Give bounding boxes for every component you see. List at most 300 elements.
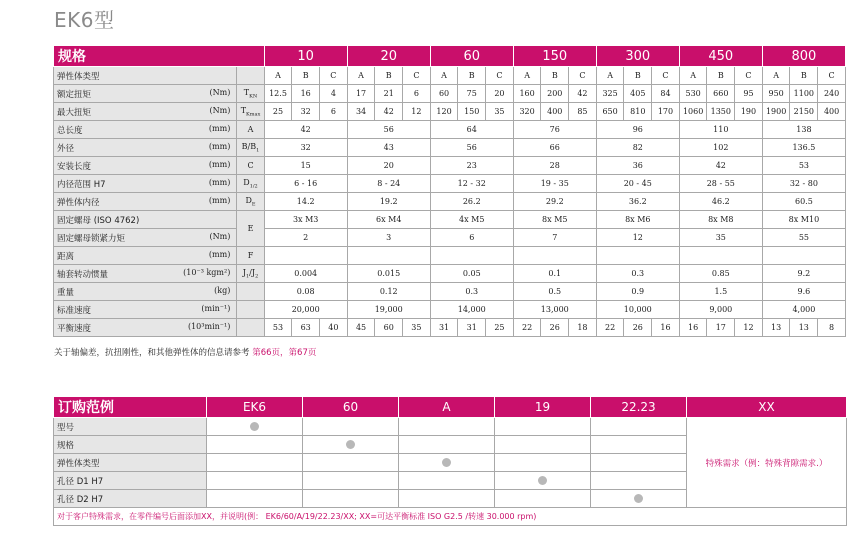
row-label-text: 总长度 xyxy=(57,125,83,136)
row-label-text: 轴套转动惯量 xyxy=(57,269,109,280)
spec-cell: 23 xyxy=(430,157,513,175)
spec-cell: 810 xyxy=(624,103,652,121)
spec-row-label xyxy=(54,121,237,139)
row-label-text: 弹性体内径 xyxy=(57,197,100,208)
spec-row xyxy=(54,265,846,283)
spec-cell: 13 xyxy=(790,319,818,337)
order-column-header: A xyxy=(399,397,495,418)
spec-row-label xyxy=(54,211,237,229)
spec-cell: 0.004 xyxy=(264,265,347,283)
spec-cell: A xyxy=(264,67,292,85)
order-cell xyxy=(303,472,399,490)
row-label-text: 平衡速度 xyxy=(57,323,92,334)
row-symbol xyxy=(237,283,264,301)
spec-cell: 1900 xyxy=(762,103,790,121)
spec-cell: 190 xyxy=(735,103,763,121)
row-symbol xyxy=(237,157,264,175)
spec-cell: 40 xyxy=(320,319,348,337)
spec-cell: 405 xyxy=(624,85,652,103)
row-unit: (min⁻¹) xyxy=(201,304,231,313)
row-unit: (mm) xyxy=(208,124,231,133)
spec-cell: 110 xyxy=(679,121,762,139)
selection-dot-icon xyxy=(250,422,259,431)
spec-cell: 19,000 xyxy=(347,301,430,319)
row-symbol xyxy=(237,319,264,337)
spec-cell: 530 xyxy=(679,85,707,103)
spec-cell: 32 xyxy=(264,139,347,157)
order-cell xyxy=(591,472,687,490)
symbol-text: E xyxy=(247,224,254,233)
symbol-subscript: 1 xyxy=(256,147,260,154)
order-cell xyxy=(303,436,399,454)
spec-cell: 63 xyxy=(292,319,320,337)
spec-cell: 35 xyxy=(679,229,762,247)
spec-cell: 96 xyxy=(596,121,679,139)
special-request-note: 特殊需求（例：特殊背隙需求.） xyxy=(687,418,847,508)
spec-cell: A xyxy=(679,67,707,85)
row-label-text: 弹性体类型 xyxy=(57,71,100,82)
spec-cell: 95 xyxy=(735,85,763,103)
order-cell xyxy=(399,436,495,454)
row-label-text: 最大扭矩 xyxy=(57,107,92,118)
spec-cell: C xyxy=(735,67,763,85)
row-unit: (10³min⁻¹) xyxy=(187,322,231,331)
spec-cell: A xyxy=(762,67,790,85)
selection-dot-icon xyxy=(442,458,451,467)
spec-cell: 28 xyxy=(513,157,596,175)
order-cell xyxy=(591,436,687,454)
spec-cell: 4,000 xyxy=(762,301,845,319)
spec-row xyxy=(54,85,846,103)
spec-cell: 26 xyxy=(541,319,569,337)
order-cell xyxy=(399,490,495,508)
spec-cell: 1350 xyxy=(707,103,735,121)
spec-cell: 12 xyxy=(403,103,431,121)
order-example-table xyxy=(53,396,847,526)
order-cell xyxy=(495,418,591,436)
order-column-header: 22.23 xyxy=(591,397,687,418)
spec-row-label xyxy=(54,85,237,103)
spec-cell: 75 xyxy=(458,85,486,103)
row-label-text: 安装长度 xyxy=(57,161,92,172)
spec-cell: 9.2 xyxy=(762,265,845,283)
spec-cell: 8x M5 xyxy=(513,211,596,229)
spec-cell: 240 xyxy=(818,85,846,103)
spec-cell: 20 - 45 xyxy=(596,175,679,193)
spec-cell: A xyxy=(513,67,541,85)
row-label-text: 额定扭矩 xyxy=(57,89,92,100)
spec-cell: B xyxy=(292,67,320,85)
spec-cell: A xyxy=(430,67,458,85)
note-page-link[interactable]: 第66页，第67页 xyxy=(252,348,317,358)
spec-cell: 15 xyxy=(264,157,347,175)
spec-row xyxy=(54,103,846,121)
spec-cell: 19 - 35 xyxy=(513,175,596,193)
spec-row-label xyxy=(54,301,237,319)
spec-cell: 85 xyxy=(569,103,597,121)
spec-cell: 150 xyxy=(458,103,486,121)
spec-cell: C xyxy=(320,67,348,85)
row-label-text: 重量 xyxy=(57,287,75,298)
spec-cell: 16 xyxy=(679,319,707,337)
spec-cell: C xyxy=(818,67,846,85)
order-cell xyxy=(207,472,303,490)
spec-cell: C xyxy=(486,67,514,85)
spec-cell: 35 xyxy=(486,103,514,121)
spec-cell: 42 xyxy=(264,121,347,139)
order-column-header: 19 xyxy=(495,397,591,418)
spec-cell: 6x M4 xyxy=(347,211,430,229)
spec-row xyxy=(54,121,846,139)
symbol-subscript: 1 xyxy=(245,273,250,280)
spec-cell: 36.2 xyxy=(596,193,679,211)
row-unit: (mm) xyxy=(208,250,231,259)
spec-cell: 26 xyxy=(624,319,652,337)
spec-cell: B xyxy=(541,67,569,85)
spec-cell: 0.9 xyxy=(596,283,679,301)
order-column-header: 60 xyxy=(303,397,399,418)
spec-cell: 320 xyxy=(513,103,541,121)
spec-row-label xyxy=(54,319,237,337)
spec-cell: 13 xyxy=(762,319,790,337)
order-cell xyxy=(591,454,687,472)
spec-cell: 45 xyxy=(347,319,375,337)
spec-row xyxy=(54,139,846,157)
spec-cell: 64 xyxy=(430,121,513,139)
spec-cell: B xyxy=(458,67,486,85)
row-symbol xyxy=(237,175,264,193)
spec-cell: 60 xyxy=(375,319,403,337)
spec-cell: 31 xyxy=(430,319,458,337)
spec-cell: 650 xyxy=(596,103,624,121)
spec-cell xyxy=(596,247,679,265)
spec-cell: 400 xyxy=(818,103,846,121)
spec-cell: C xyxy=(403,67,431,85)
spec-cell: C xyxy=(652,67,680,85)
spec-cell xyxy=(762,247,845,265)
spec-cell: 8x M8 xyxy=(679,211,762,229)
order-cell xyxy=(495,472,591,490)
size-header: 150 xyxy=(513,46,596,67)
spec-row-label xyxy=(54,175,237,193)
symbol-text: B/B xyxy=(241,141,257,151)
spec-cell: 6 xyxy=(320,103,348,121)
spec-cell: 12 xyxy=(735,319,763,337)
spec-cell: 1100 xyxy=(790,85,818,103)
spec-cell: 17 xyxy=(347,85,375,103)
spec-cell: 26.2 xyxy=(430,193,513,211)
size-header: 60 xyxy=(430,46,513,67)
row-symbol xyxy=(237,67,264,85)
spec-cell: 53 xyxy=(762,157,845,175)
reference-note xyxy=(54,346,316,358)
size-header: 450 xyxy=(679,46,762,67)
spec-cell: 31 xyxy=(458,319,486,337)
order-cell xyxy=(495,436,591,454)
symbol-subscript: KN xyxy=(249,93,258,100)
symbol-text: T xyxy=(240,105,247,115)
spec-cell: A xyxy=(347,67,375,85)
row-symbol xyxy=(237,193,264,211)
spec-cell: 170 xyxy=(652,103,680,121)
order-row-label: 弹性体类型 xyxy=(54,454,207,472)
spec-cell: 660 xyxy=(707,85,735,103)
spec-cell: 400 xyxy=(541,103,569,121)
order-cell xyxy=(591,418,687,436)
row-symbol xyxy=(237,121,264,139)
spec-cell: 43 xyxy=(347,139,430,157)
row-label-text: 距离 xyxy=(57,251,75,262)
spec-row-label xyxy=(54,139,237,157)
spec-row-label xyxy=(54,67,237,85)
spec-cell: 2 xyxy=(264,229,347,247)
spec-cell: 4x M5 xyxy=(430,211,513,229)
spec-cell: 0.5 xyxy=(513,283,596,301)
spec-cell: 32 - 80 xyxy=(762,175,845,193)
spec-cell: B xyxy=(707,67,735,85)
spec-cell: 12.5 xyxy=(264,85,292,103)
row-label-text: 外径 xyxy=(57,143,75,154)
spec-cell: 6 - 16 xyxy=(264,175,347,193)
spec-cell: 1.5 xyxy=(679,283,762,301)
spec-row xyxy=(54,157,846,175)
symbol-text: F xyxy=(247,251,254,260)
spec-cell: 20 xyxy=(347,157,430,175)
row-symbol xyxy=(237,247,264,265)
row-unit: (mm) xyxy=(208,196,231,205)
symbol-text: D xyxy=(243,177,250,187)
order-cell xyxy=(399,454,495,472)
symbol-subscript: 2 xyxy=(255,273,259,280)
size-header: 300 xyxy=(596,46,679,67)
spec-cell xyxy=(347,247,430,265)
spec-row xyxy=(54,67,846,85)
row-label-text: 标准速度 xyxy=(57,305,92,316)
symbol-subscript: Kmax xyxy=(246,111,261,118)
symbol-text: A xyxy=(247,125,254,134)
spec-cell: 29.2 xyxy=(513,193,596,211)
row-unit: (kg) xyxy=(214,286,231,295)
order-row-label: 孔径 D1 H7 xyxy=(54,472,207,490)
spec-cell: 34 xyxy=(347,103,375,121)
row-symbol xyxy=(237,301,264,319)
row-symbol xyxy=(237,103,264,121)
spec-cell: 102 xyxy=(679,139,762,157)
spec-cell: 46.2 xyxy=(679,193,762,211)
symbol-text: D xyxy=(245,195,252,205)
row-label-text: 固定螺母锁紧力矩 xyxy=(57,233,126,244)
selection-dot-icon xyxy=(346,440,355,449)
spec-cell: 36 xyxy=(596,157,679,175)
spec-cell: 0.85 xyxy=(679,265,762,283)
spec-row xyxy=(54,319,846,337)
spec-cell: 138 xyxy=(762,121,845,139)
spec-cell: 8x M10 xyxy=(762,211,845,229)
row-unit: (mm) xyxy=(208,178,231,187)
spec-cell: 42 xyxy=(375,103,403,121)
spec-cell: 22 xyxy=(596,319,624,337)
spec-cell: 0.08 xyxy=(264,283,347,301)
order-cell xyxy=(207,436,303,454)
spec-cell: 136.5 xyxy=(762,139,845,157)
order-cell xyxy=(495,454,591,472)
row-symbol xyxy=(237,265,264,283)
spec-cell xyxy=(430,247,513,265)
order-footer-note: 对于客户特殊需求，在零件编号后面添加XX，并说明(例： EK6/60/A/19/22.23/XX; XX=可达平衡标准 ISO G2.5 /转速 30.000 rpm) xyxy=(54,508,847,526)
spec-cell xyxy=(264,247,347,265)
spec-row xyxy=(54,229,846,247)
row-symbol xyxy=(237,211,264,247)
spec-cell: 21 xyxy=(375,85,403,103)
order-cell xyxy=(207,490,303,508)
spec-cell: A xyxy=(596,67,624,85)
spec-header-label: 规格 xyxy=(54,46,265,67)
spec-cell: 3x M3 xyxy=(264,211,347,229)
size-header: 20 xyxy=(347,46,430,67)
spec-row-label xyxy=(54,265,237,283)
spec-cell: B xyxy=(375,67,403,85)
spec-cell: 3 xyxy=(347,229,430,247)
order-cell xyxy=(591,490,687,508)
selection-dot-icon xyxy=(634,494,643,503)
order-cell xyxy=(495,490,591,508)
symbol-text: T xyxy=(243,87,250,97)
order-header-label: 订购范例 xyxy=(54,397,207,418)
spec-cell: 60.5 xyxy=(762,193,845,211)
spec-cell: 84 xyxy=(652,85,680,103)
symbol-text: J xyxy=(242,267,246,277)
spec-row-label xyxy=(54,247,237,265)
spec-cell: 8 xyxy=(818,319,846,337)
spec-cell: B xyxy=(790,67,818,85)
spec-cell: 25 xyxy=(264,103,292,121)
row-unit: (Nm) xyxy=(209,106,231,115)
spec-cell: 82 xyxy=(596,139,679,157)
selection-dot-icon xyxy=(538,476,547,485)
size-header: 10 xyxy=(264,46,347,67)
spec-cell: 120 xyxy=(430,103,458,121)
spec-cell: 16 xyxy=(292,85,320,103)
spec-cell: 0.05 xyxy=(430,265,513,283)
row-symbol xyxy=(237,139,264,157)
spec-cell: 6 xyxy=(430,229,513,247)
spec-cell: 325 xyxy=(596,85,624,103)
symbol-text: /J xyxy=(249,267,256,277)
order-cell xyxy=(303,418,399,436)
order-cell xyxy=(399,472,495,490)
spec-cell: 9.6 xyxy=(762,283,845,301)
spec-cell: 56 xyxy=(347,121,430,139)
spec-row-label xyxy=(54,229,237,247)
spec-row-label xyxy=(54,103,237,121)
spec-cell: 2150 xyxy=(790,103,818,121)
spec-cell: 20 xyxy=(486,85,514,103)
row-unit: (Nm) xyxy=(209,232,231,241)
spec-cell: 12 xyxy=(596,229,679,247)
spec-cell: 160 xyxy=(513,85,541,103)
spec-cell: 42 xyxy=(679,157,762,175)
spec-cell: 14.2 xyxy=(264,193,347,211)
spec-table xyxy=(53,45,846,337)
spec-cell: 0.015 xyxy=(347,265,430,283)
spec-row xyxy=(54,301,846,319)
row-unit: (Nm) xyxy=(209,88,231,97)
spec-cell: 0.12 xyxy=(347,283,430,301)
row-unit: (10⁻³ kgm²) xyxy=(183,268,231,277)
spec-row xyxy=(54,175,846,193)
spec-row xyxy=(54,283,846,301)
spec-cell: 42 xyxy=(569,85,597,103)
spec-cell: 8 - 24 xyxy=(347,175,430,193)
spec-cell xyxy=(513,247,596,265)
spec-row xyxy=(54,193,846,211)
spec-cell: 4 xyxy=(320,85,348,103)
spec-cell: 25 xyxy=(486,319,514,337)
order-row-label: 型号 xyxy=(54,418,207,436)
symbol-subscript: E xyxy=(251,201,256,208)
row-unit: (mm) xyxy=(208,160,231,169)
order-cell xyxy=(303,490,399,508)
order-cell xyxy=(399,418,495,436)
spec-cell: 55 xyxy=(762,229,845,247)
spec-cell: 20,000 xyxy=(264,301,347,319)
spec-cell: 12 - 32 xyxy=(430,175,513,193)
spec-cell: 14,000 xyxy=(430,301,513,319)
spec-cell: 35 xyxy=(403,319,431,337)
spec-cell: B xyxy=(624,67,652,85)
page-title: EK6型 xyxy=(54,8,115,32)
spec-cell: 28 - 55 xyxy=(679,175,762,193)
spec-cell: 0.3 xyxy=(430,283,513,301)
order-row-label: 孔径 D2 H7 xyxy=(54,490,207,508)
spec-cell: 0.3 xyxy=(596,265,679,283)
spec-row-label xyxy=(54,193,237,211)
spec-cell: 1060 xyxy=(679,103,707,121)
row-symbol xyxy=(237,85,264,103)
spec-cell: 10,000 xyxy=(596,301,679,319)
row-label-text: 固定螺母 (ISO 4762) xyxy=(57,215,140,226)
spec-cell: 60 xyxy=(430,85,458,103)
order-row xyxy=(54,418,847,436)
spec-cell: 17 xyxy=(707,319,735,337)
order-cell xyxy=(207,418,303,436)
spec-row xyxy=(54,211,846,229)
spec-cell: 9,000 xyxy=(679,301,762,319)
note-text: 关于轴偏差，抗扭刚性，和其他弹性体的信息请参考 xyxy=(54,348,253,358)
spec-cell: 53 xyxy=(264,319,292,337)
spec-cell: 950 xyxy=(762,85,790,103)
order-cell xyxy=(207,454,303,472)
spec-cell: 76 xyxy=(513,121,596,139)
spec-row-label xyxy=(54,157,237,175)
spec-cell: 32 xyxy=(292,103,320,121)
spec-cell: 18 xyxy=(569,319,597,337)
size-header: 800 xyxy=(762,46,845,67)
spec-row xyxy=(54,247,846,265)
spec-cell: C xyxy=(569,67,597,85)
spec-cell: 13,000 xyxy=(513,301,596,319)
order-column-header: EK6 xyxy=(207,397,303,418)
symbol-text: C xyxy=(247,161,254,170)
spec-row-label xyxy=(54,283,237,301)
spec-cell: 19.2 xyxy=(347,193,430,211)
order-column-header: XX xyxy=(687,397,847,418)
spec-cell: 200 xyxy=(541,85,569,103)
order-row-label: 规格 xyxy=(54,436,207,454)
spec-cell: 6 xyxy=(403,85,431,103)
spec-cell: 22 xyxy=(513,319,541,337)
spec-cell: 7 xyxy=(513,229,596,247)
